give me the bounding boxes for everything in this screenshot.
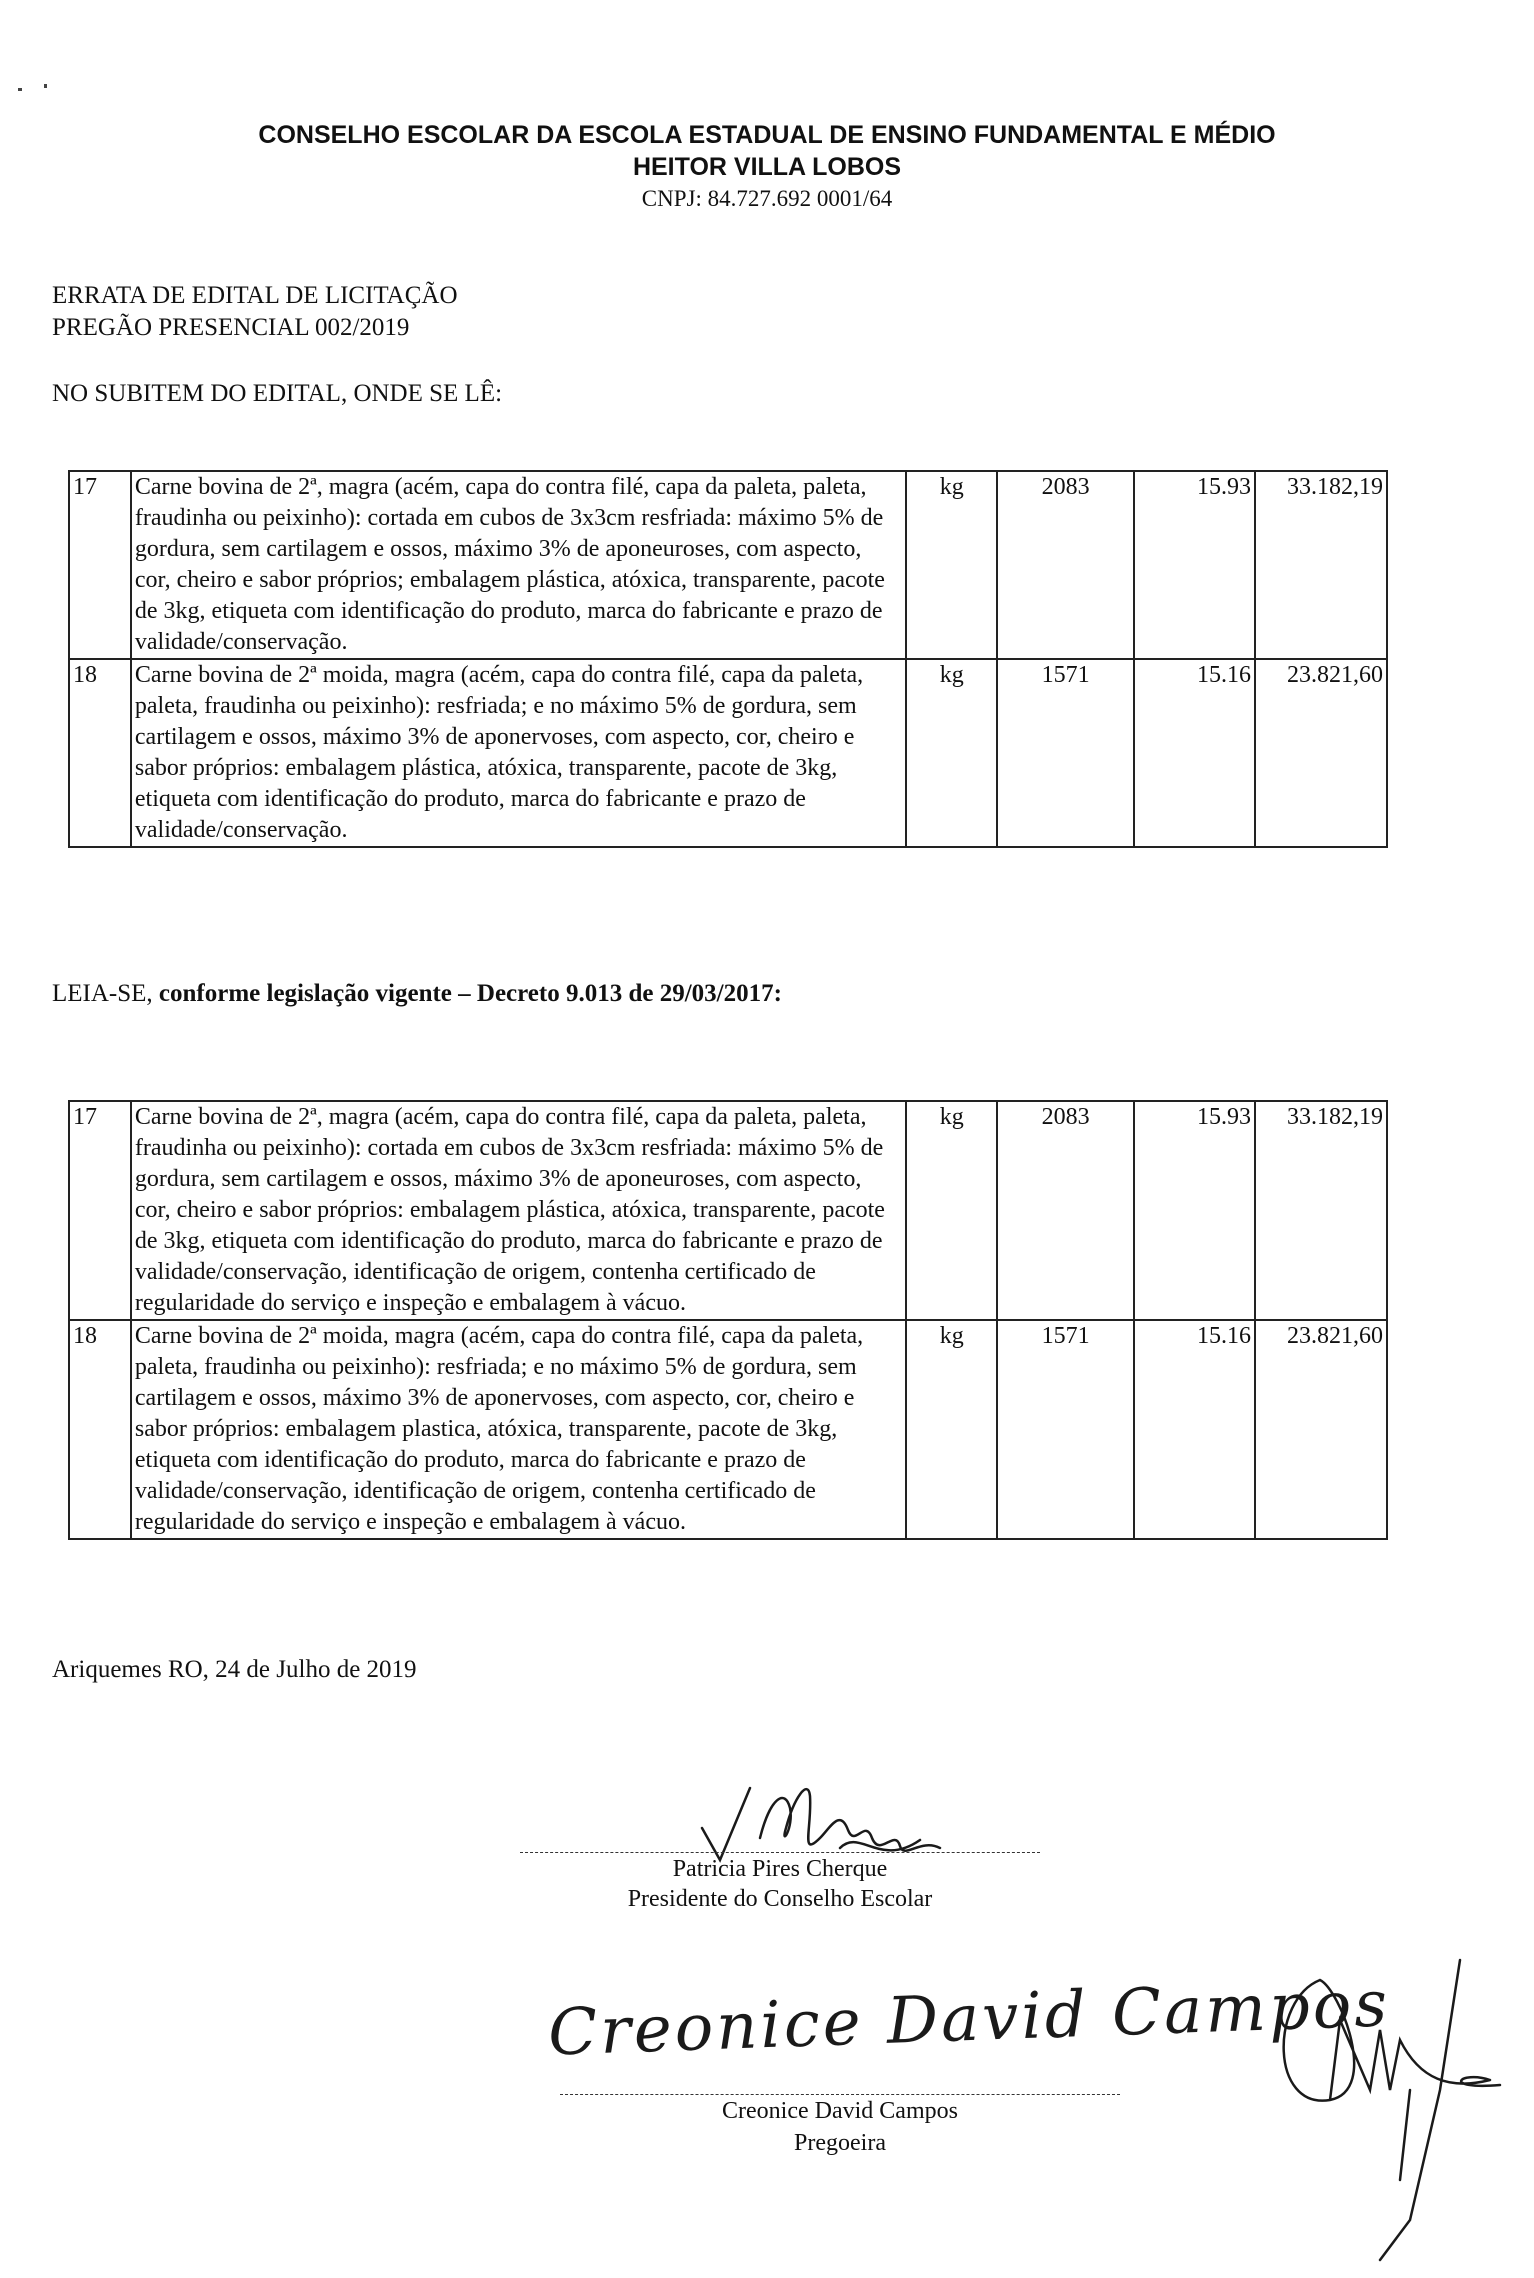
signer-1-role: Presidente do Conselho Escolar	[627, 1886, 933, 1912]
cnpj: CNPJ: 84.727.692 0001/64	[641, 186, 893, 211]
item-total: 33.182,19	[1255, 1101, 1387, 1320]
item-quantity: 2083	[997, 471, 1134, 659]
item-description: Carne bovina de 2ª, magra (acém, capa do contra filé, capa da paleta, paleta, fraudinha ou peixinho): cortada em cubos de 3x3cm resfriada: máximo 5% de gordura, sem cartilagem e ossos, máximo 3% de aponeuroses, com aspecto, cor, cheiro e sabor próprios: embalagem plástica, atóxica, transparente, pacote de 3kg, etiqueta com identificação do produto, marca do fabricante e prazo de validade/conservação, identificação de origem, contenha certificado de regularidade do serviço e inspeção e embalagem à vácuo.	[131, 1101, 906, 1320]
header-line-1: CONSELHO ESCOLAR DA ESCOLA ESTADUAL DE ENSINO FUNDAMENTAL E MÉDIO	[258, 121, 1276, 149]
table-row	[69, 1101, 1387, 1320]
table-row	[69, 659, 1387, 847]
items-table-new-body	[69, 1101, 1387, 1539]
leia-se-bold: conforme legislação vigente – Decreto 9.013 de 29/03/2017:	[158, 980, 782, 1007]
items-table-old-body	[69, 471, 1387, 847]
signature-creonice-handwritten: Creonice David Campos	[546, 1967, 1392, 2071]
item-number: 18	[69, 659, 131, 847]
item-unit-price: 15.16	[1134, 659, 1255, 847]
item-number: 18	[69, 1320, 131, 1539]
signer-1-name: Patricia Pires Cherque	[672, 1856, 888, 1882]
item-unit: kg	[906, 659, 997, 847]
item-total: 23.821,60	[1255, 659, 1387, 847]
table-row	[69, 471, 1387, 659]
errata-title: ERRATA DE EDITAL DE LICITAÇÃO	[52, 282, 458, 309]
scan-mark	[18, 88, 22, 91]
item-description: Carne bovina de 2ª moida, magra (acém, capa do contra filé, capa da paleta, paleta, fraudinha ou peixinho): resfriada; e no máximo 5% de gordura, sem cartilagem e ossos, máximo 3% de aponervoses, com aspecto, cor, cheiro e sabor próprios: embalagem plástica, atóxica, transparente, pacote de 3kg, etiqueta com identificação do produto, marca do fabricante e prazo de validade/conservação.	[131, 659, 906, 847]
leia-se-line	[52, 980, 782, 1008]
item-number: 17	[69, 1101, 131, 1320]
item-quantity: 1571	[997, 1320, 1134, 1539]
item-unit-price: 15.93	[1134, 471, 1255, 659]
signature-line-2	[560, 2094, 1120, 2095]
onde-se-le: NO SUBITEM DO EDITAL, ONDE SE LÊ:	[52, 380, 503, 407]
signature-line-1	[520, 1852, 1040, 1853]
header-line-2: HEITOR VILLA LOBOS	[632, 153, 902, 181]
item-unit: kg	[906, 1320, 997, 1539]
signature-creonice-flourish	[1260, 1960, 1534, 2260]
pregao-title: PREGÃO PRESENCIAL 002/2019	[52, 314, 410, 341]
signer-2-name: Creonice David Campos	[722, 2098, 958, 2124]
item-unit-price: 15.16	[1134, 1320, 1255, 1539]
items-table-new	[68, 1100, 1388, 1540]
items-table-old	[68, 470, 1388, 848]
item-unit: kg	[906, 1101, 997, 1320]
item-total: 33.182,19	[1255, 471, 1387, 659]
item-unit-price: 15.93	[1134, 1101, 1255, 1320]
date-line: Ariquemes RO, 24 de Julho de 2019	[52, 1656, 417, 1683]
table-row	[69, 1320, 1387, 1539]
item-description: Carne bovina de 2ª moida, magra (acém, capa do contra filé, capa da paleta, paleta, fraudinha ou peixinho): resfriada; e no máximo 5% de gordura, sem cartilagem e ossos, máximo 3% de aponervoses, com aspecto, cor, cheiro e sabor próprios: embalagem plastica, atóxica, transparente, pacote de 3kg, etiqueta com identificação do produto, marca do fabricante e prazo de validade/conservação, identificação de origem, contenha certificado de regularidade do serviço e inspeção e embalagem à vácuo.	[131, 1320, 906, 1539]
item-total: 23.821,60	[1255, 1320, 1387, 1539]
item-quantity: 2083	[997, 1101, 1134, 1320]
item-number: 17	[69, 471, 131, 659]
signer-2-role: Pregoeira	[794, 2130, 886, 2156]
leia-se-prefix: LEIA-SE,	[52, 980, 159, 1007]
scan-mark	[44, 84, 47, 88]
item-unit: kg	[906, 471, 997, 659]
item-description: Carne bovina de 2ª, magra (acém, capa do contra filé, capa da paleta, paleta, fraudinha ou peixinho): cortada em cubos de 3x3cm resfriada: máximo 5% de gordura, sem cartilagem e ossos, máximo 3% de aponeuroses, com aspecto, cor, cheiro e sabor próprios; embalagem plástica, atóxica, transparente, pacote de 3kg, etiqueta com identificação do produto, marca do fabricante e prazo de validade/conservação.	[131, 471, 906, 659]
item-quantity: 1571	[997, 659, 1134, 847]
